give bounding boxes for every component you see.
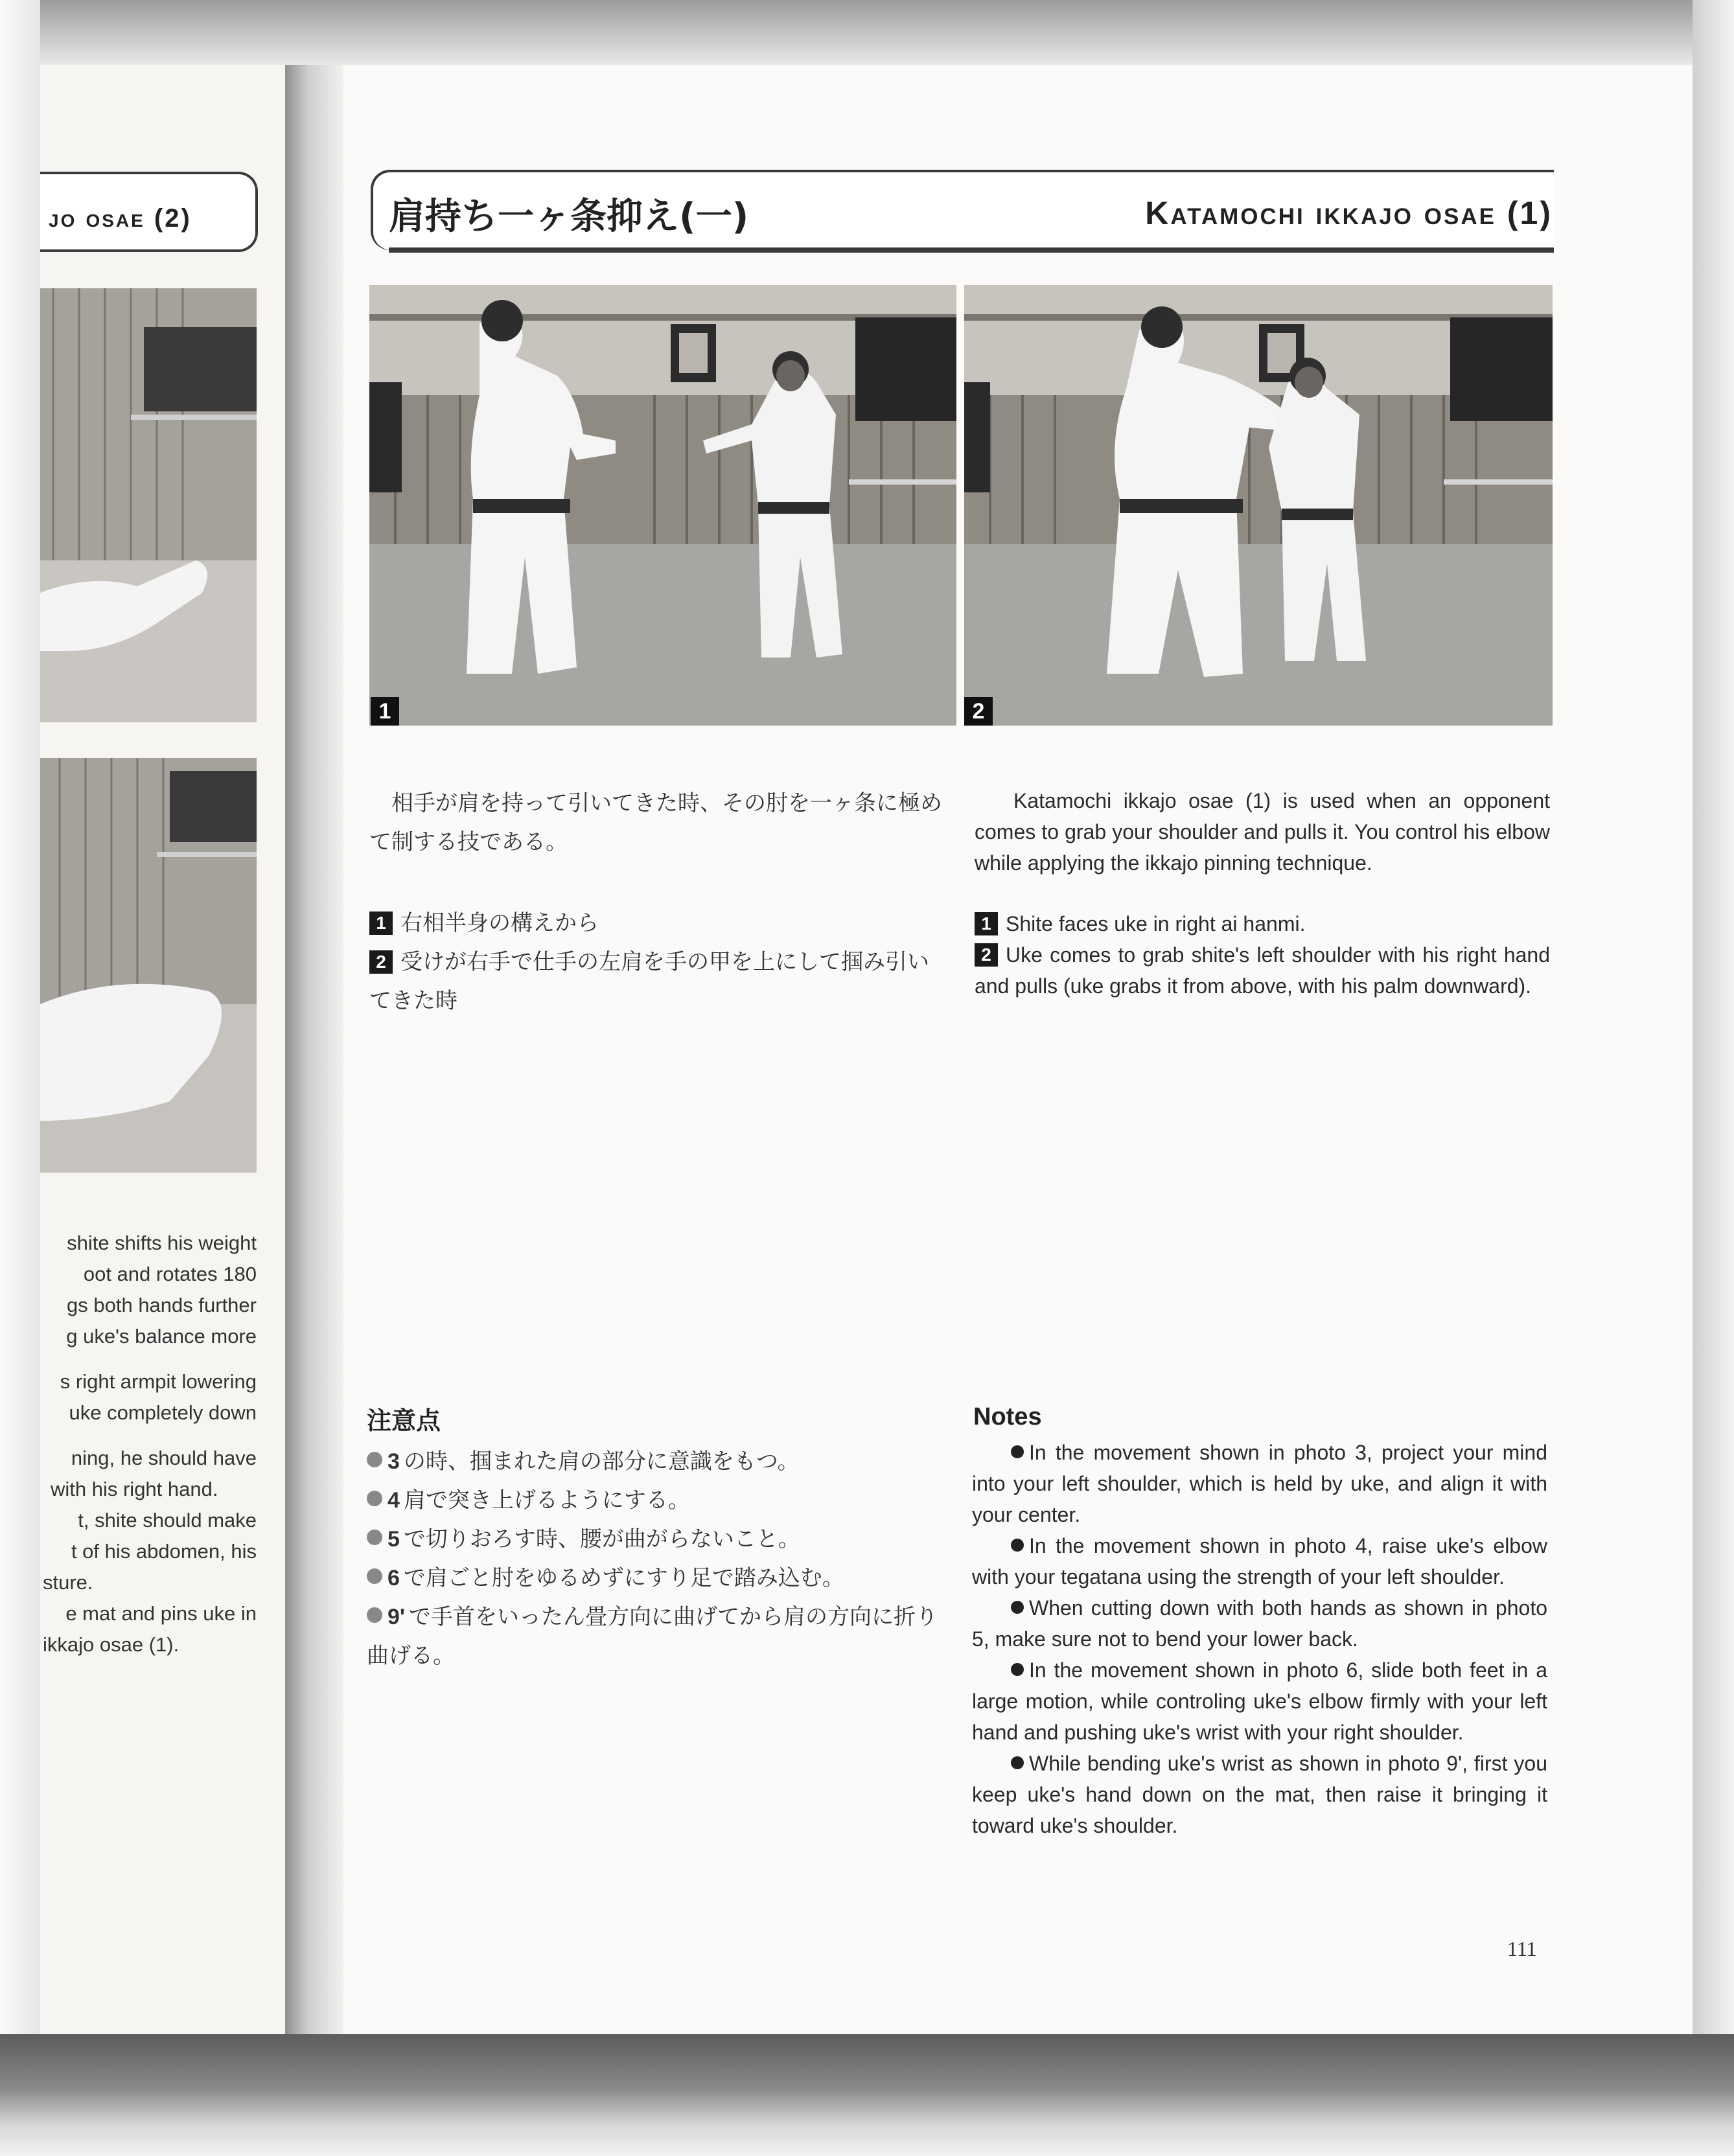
en-note: In the movement shown in photo 6, slide both feet in a large motion, while controling uke's elbow firmly with your left hand and pushing uke's wrist with your right shoulder.	[972, 1658, 1547, 1744]
bullet-icon	[1011, 1445, 1024, 1458]
bullet-icon	[367, 1530, 382, 1545]
page-title-en: Katamochi ikkajo osae (1)	[1145, 195, 1553, 231]
en-note: In the movement shown in photo 3, project your mind into your left shoulder, which is held by uke, and align it with your center.	[972, 1441, 1547, 1526]
left-line: sture.	[43, 1571, 93, 1594]
photo-2	[964, 285, 1553, 726]
bullet-icon	[1011, 1756, 1024, 1769]
jp-steps	[369, 904, 943, 1020]
bullet-icon	[367, 1491, 382, 1506]
jp-notes	[367, 1442, 943, 1675]
left-line: shite shifts his weight	[67, 1232, 257, 1254]
step-number-badge: 1	[369, 912, 393, 935]
photo-1	[369, 285, 956, 726]
bullet-icon	[1011, 1663, 1024, 1676]
left-line: ning, he should have	[71, 1447, 257, 1469]
photo-number-badge: 1	[371, 697, 399, 726]
jp-step: 1 右相半身の構えから	[369, 904, 943, 943]
en-notes	[972, 1437, 1547, 1841]
en-note: In the movement shown in photo 4, raise uke's elbow with your tegatana using the strength of your left shoulder.	[972, 1534, 1547, 1588]
jp-intro: 相手が肩を持って引いてきた時、その肘を一ヶ条に極めて制する技である。	[369, 790, 942, 855]
scan-left-margin	[0, 0, 40, 2156]
jp-note: 6 で肩ごと肘をゆるめずにすり足で踏み込む。	[367, 1559, 943, 1598]
jp-note: 4 肩で突き上げるようにする。	[367, 1481, 943, 1520]
left-line: oot and rotates 180	[83, 1263, 257, 1285]
left-line: s right armpit lowering	[60, 1370, 257, 1393]
en-note: While bending uke's wrist as shown in photo 9', first you keep uke's hand down on the mat, then raise it bringing it toward uke's shoulder.	[972, 1752, 1547, 1837]
jp-note: 9' で手首をいったん畳方向に曲げてから肩の方向に折り曲げる。	[367, 1604, 938, 1669]
bullet-icon	[367, 1607, 382, 1623]
step-number-badge: 2	[975, 943, 998, 967]
left-line: with his right hand.	[51, 1478, 218, 1500]
step-number-badge: 1	[975, 912, 998, 935]
left-line: ikkajo osae (1).	[43, 1633, 179, 1656]
scan-top-shadow	[0, 0, 1734, 65]
scan-bottom-shadow	[0, 2034, 1734, 2156]
left-photo-bottom	[40, 758, 257, 1173]
en-step: 1 Shite faces uke in right ai hanmi.	[975, 908, 1550, 939]
bullet-icon	[1011, 1601, 1024, 1614]
step-number-badge: 2	[369, 950, 393, 974]
left-line: uke completely down	[69, 1401, 257, 1424]
en-note: When cutting down with both hands as shown in photo 5, make sure not to bend your lower back.	[972, 1596, 1547, 1651]
scan-right-margin	[1693, 0, 1734, 2156]
photo-number-badge: 2	[964, 697, 993, 726]
jp-notes-heading: 注意点	[367, 1406, 441, 1435]
left-page-text	[43, 1228, 257, 1660]
page-title-jp: 肩持ち一ヶ条抑え(一)	[389, 196, 749, 238]
left-line: g uke's balance more	[66, 1325, 257, 1348]
jp-note: 3 の時、掴まれた肩の部分に意識をもつ。	[367, 1442, 943, 1481]
jp-step: 2 受けが右手で仕手の左肩を手の甲を上にして掴み引いてきた時	[369, 949, 929, 1014]
bullet-icon	[367, 1568, 382, 1584]
left-line: t, shite should make	[78, 1509, 257, 1531]
left-line: gs both hands further	[67, 1294, 257, 1316]
book-gutter	[285, 65, 343, 2034]
bullet-icon	[1011, 1539, 1024, 1552]
title-bar-underline	[389, 247, 1554, 253]
left-line: t of his abdomen, his	[71, 1540, 257, 1563]
bullet-icon	[367, 1452, 382, 1467]
left-photo-top	[40, 288, 257, 722]
jp-note: 5 で切りおろす時、腰が曲がらないこと。	[367, 1520, 943, 1559]
en-steps	[975, 908, 1550, 1002]
left-line: e mat and pins uke in	[65, 1602, 257, 1625]
page-number: 111	[1507, 1937, 1537, 1960]
en-step: 2 Uke comes to grab shite's left shoulder with his right hand and pulls (uke grabs it from above, with his palm downward).	[975, 943, 1550, 998]
en-notes-heading: Notes	[973, 1403, 1042, 1430]
en-intro: Katamochi ikkajo osae (1) is used when an opponent comes to grab your shoulder and pulls it. You control his elbow while applying the ikkajo pinning technique.	[975, 789, 1550, 875]
left-page-title: jo osae (2)	[49, 204, 192, 233]
